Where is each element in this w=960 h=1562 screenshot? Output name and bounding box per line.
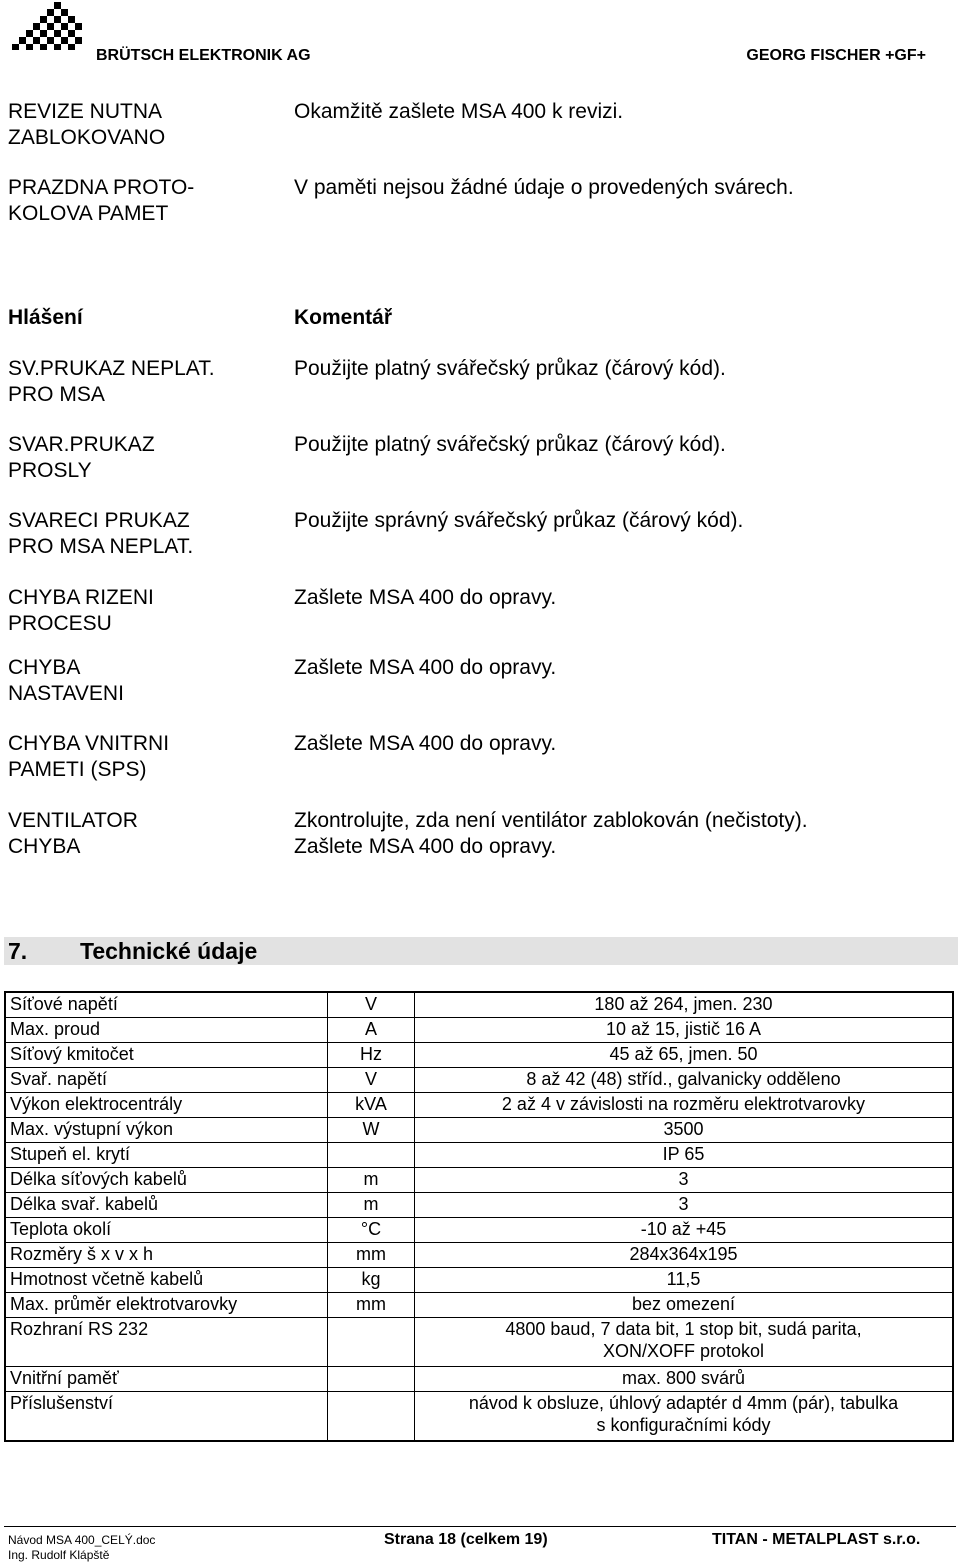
section-title: Technické údaje — [80, 938, 258, 964]
spec-value-line: 3 — [678, 1194, 689, 1214]
spec-unit: W — [328, 1118, 415, 1143]
table-row — [5, 1043, 953, 1068]
spec-parameter: Hmotnost včetně kabelů — [5, 1268, 328, 1293]
spec-unit: A — [328, 1018, 415, 1043]
message-label: CHYBA VNITRNI PAMETI (SPS) — [8, 732, 170, 781]
spec-value-line: 284x364x195 — [629, 1244, 738, 1264]
spec-value — [415, 1043, 954, 1068]
spec-parameter: Vnitřní paměť — [5, 1367, 328, 1392]
spec-unit: kVA — [328, 1093, 415, 1118]
spec-unit — [328, 1143, 415, 1168]
footer-page-number: Strana 18 (celkem 19) — [384, 1531, 548, 1548]
message-comment: Zašlete MSA 400 do opravy. — [294, 732, 557, 755]
spec-value-line: návod k obsluze, úhlový adaptér d 4mm (pár), tabulka — [468, 1393, 899, 1413]
spec-value — [415, 1168, 954, 1193]
message-label: CHYBA NASTAVENI — [8, 656, 124, 705]
header-company-left: BRÜTSCH ELEKTRONIK AG — [96, 47, 311, 64]
table-row — [5, 1243, 953, 1268]
spec-value — [415, 1243, 954, 1268]
spec-unit: kg — [328, 1268, 415, 1293]
spec-value-line: max. 800 svárů — [621, 1368, 746, 1388]
message-label: PRAZDNA PROTO- KOLOVA PAMET — [8, 176, 195, 225]
table-row — [5, 1018, 953, 1043]
spec-value-line: XON/XOFF protokol — [602, 1341, 765, 1361]
spec-value — [415, 1318, 954, 1367]
spec-value — [415, 1118, 954, 1143]
table-row — [5, 1143, 953, 1168]
spec-parameter: Teplota okolí — [5, 1218, 328, 1243]
spec-value-line: 11,5 — [666, 1269, 701, 1289]
message-comment: V paměti nejsou žádné údaje o provedených svárech. — [294, 176, 794, 199]
brand-logo-icon — [6, 0, 88, 50]
spec-value — [415, 1218, 954, 1243]
table-row — [5, 1293, 953, 1318]
spec-value — [415, 1268, 954, 1293]
spec-parameter: Max. proud — [5, 1018, 328, 1043]
spec-value-line: -10 až +45 — [640, 1219, 727, 1239]
message-comment: Použijte správný svářečský průkaz (čárový kód). — [294, 509, 744, 532]
comment-column-header: Komentář — [294, 306, 393, 329]
spec-unit: °C — [328, 1218, 415, 1243]
table-row — [5, 992, 953, 1018]
spec-value — [415, 1392, 954, 1442]
spec-parameter: Příslušenství — [5, 1392, 328, 1442]
message-comment: Zašlete MSA 400 do opravy. — [294, 656, 557, 679]
footer-company: TITAN - METALPLAST s.r.o. — [712, 1531, 921, 1548]
messages-column-header: Hlášení — [8, 306, 83, 329]
footer-author: Ing. Rudolf Klápště — [8, 1548, 110, 1562]
table-row — [5, 1193, 953, 1218]
spec-value-line: 2 až 4 v závislosti na rozměru elektrotvarovky — [501, 1094, 866, 1114]
message-comment: Zašlete MSA 400 do opravy. — [294, 586, 557, 609]
spec-parameter: Délka svař. kabelů — [5, 1193, 328, 1218]
spec-value — [415, 1143, 954, 1168]
spec-unit: mm — [328, 1293, 415, 1318]
spec-value-line: 45 až 65, jmen. 50 — [609, 1044, 758, 1064]
message-comment: Použijte platný svářečský průkaz (čárový kód). — [294, 357, 726, 380]
footer-divider — [4, 1526, 956, 1527]
spec-parameter: Výkon elektrocentrály — [5, 1093, 328, 1118]
spec-value-line: 4800 baud, 7 data bit, 1 stop bit, sudá parita, — [505, 1319, 862, 1339]
technical-specs-table — [4, 991, 954, 1442]
table-row — [5, 1068, 953, 1093]
spec-value — [415, 992, 954, 1018]
spec-parameter: Rozměry š x v x h — [5, 1243, 328, 1268]
table-row — [5, 1118, 953, 1143]
spec-value-line: 8 až 42 (48) stříd., galvanicky odděleno — [526, 1069, 841, 1089]
spec-value — [415, 1068, 954, 1093]
spec-parameter: Délka síťových kabelů — [5, 1168, 328, 1193]
message-label: CHYBA RIZENI PROCESU — [8, 586, 154, 635]
message-label: SV.PRUKAZ NEPLAT. PRO MSA — [8, 357, 215, 406]
spec-unit — [328, 1367, 415, 1392]
table-row — [5, 1268, 953, 1293]
table-row — [5, 1218, 953, 1243]
message-label: SVAR.PRUKAZ PROSLY — [8, 433, 155, 482]
spec-value — [415, 1018, 954, 1043]
spec-value-line: s konfiguračními kódy — [596, 1415, 771, 1435]
spec-parameter: Max. výstupní výkon — [5, 1118, 328, 1143]
spec-value — [415, 1293, 954, 1318]
table-row — [5, 1318, 953, 1367]
table-row — [5, 1093, 953, 1118]
message-comment: Okamžitě zašlete MSA 400 k revizi. — [294, 100, 624, 123]
spec-parameter: Síťový kmitočet — [5, 1043, 328, 1068]
spec-parameter: Max. průměr elektrotvarovky — [5, 1293, 328, 1318]
spec-unit: m — [328, 1168, 415, 1193]
message-comment: Použijte platný svářečský průkaz (čárový kód). — [294, 433, 726, 456]
footer-file-name: Návod MSA 400_CELÝ.doc — [8, 1533, 156, 1547]
spec-unit: V — [328, 1068, 415, 1093]
message-label: VENTILATOR CHYBA — [8, 809, 138, 858]
spec-unit — [328, 1318, 415, 1367]
section-number: 7. — [8, 938, 28, 964]
spec-parameter: Rozhraní RS 232 — [5, 1318, 328, 1367]
spec-parameter: Svař. napětí — [5, 1068, 328, 1093]
section-heading — [8, 938, 257, 965]
message-label: REVIZE NUTNA ZABLOKOVANO — [8, 100, 166, 149]
spec-unit: V — [328, 992, 415, 1018]
spec-unit — [328, 1392, 415, 1442]
spec-value-line: 180 až 264, jmen. 230 — [594, 994, 773, 1014]
message-comment: Zkontrolujte, zda není ventilátor zablokován (nečistoty). Zašlete MSA 400 do opravy. — [294, 809, 808, 858]
spec-unit: mm — [328, 1243, 415, 1268]
spec-parameter: Síťové napětí — [5, 992, 328, 1018]
spec-parameter: Stupeň el. krytí — [5, 1143, 328, 1168]
table-row — [5, 1168, 953, 1193]
message-label: SVARECI PRUKAZ PRO MSA NEPLAT. — [8, 509, 194, 558]
table-row — [5, 1367, 953, 1392]
spec-value — [415, 1093, 954, 1118]
spec-value-line: 10 až 15, jistič 16 A — [605, 1019, 762, 1039]
header-company-right: GEORG FISCHER +GF+ — [746, 47, 926, 64]
spec-value-line: bez omezení — [631, 1294, 736, 1314]
spec-value-line: IP 65 — [662, 1144, 705, 1164]
spec-value-line: 3500 — [663, 1119, 704, 1139]
spec-value-line: 3 — [678, 1169, 689, 1189]
spec-unit: m — [328, 1193, 415, 1218]
spec-value — [415, 1193, 954, 1218]
table-row — [5, 1392, 953, 1442]
spec-unit: Hz — [328, 1043, 415, 1068]
spec-value — [415, 1367, 954, 1392]
